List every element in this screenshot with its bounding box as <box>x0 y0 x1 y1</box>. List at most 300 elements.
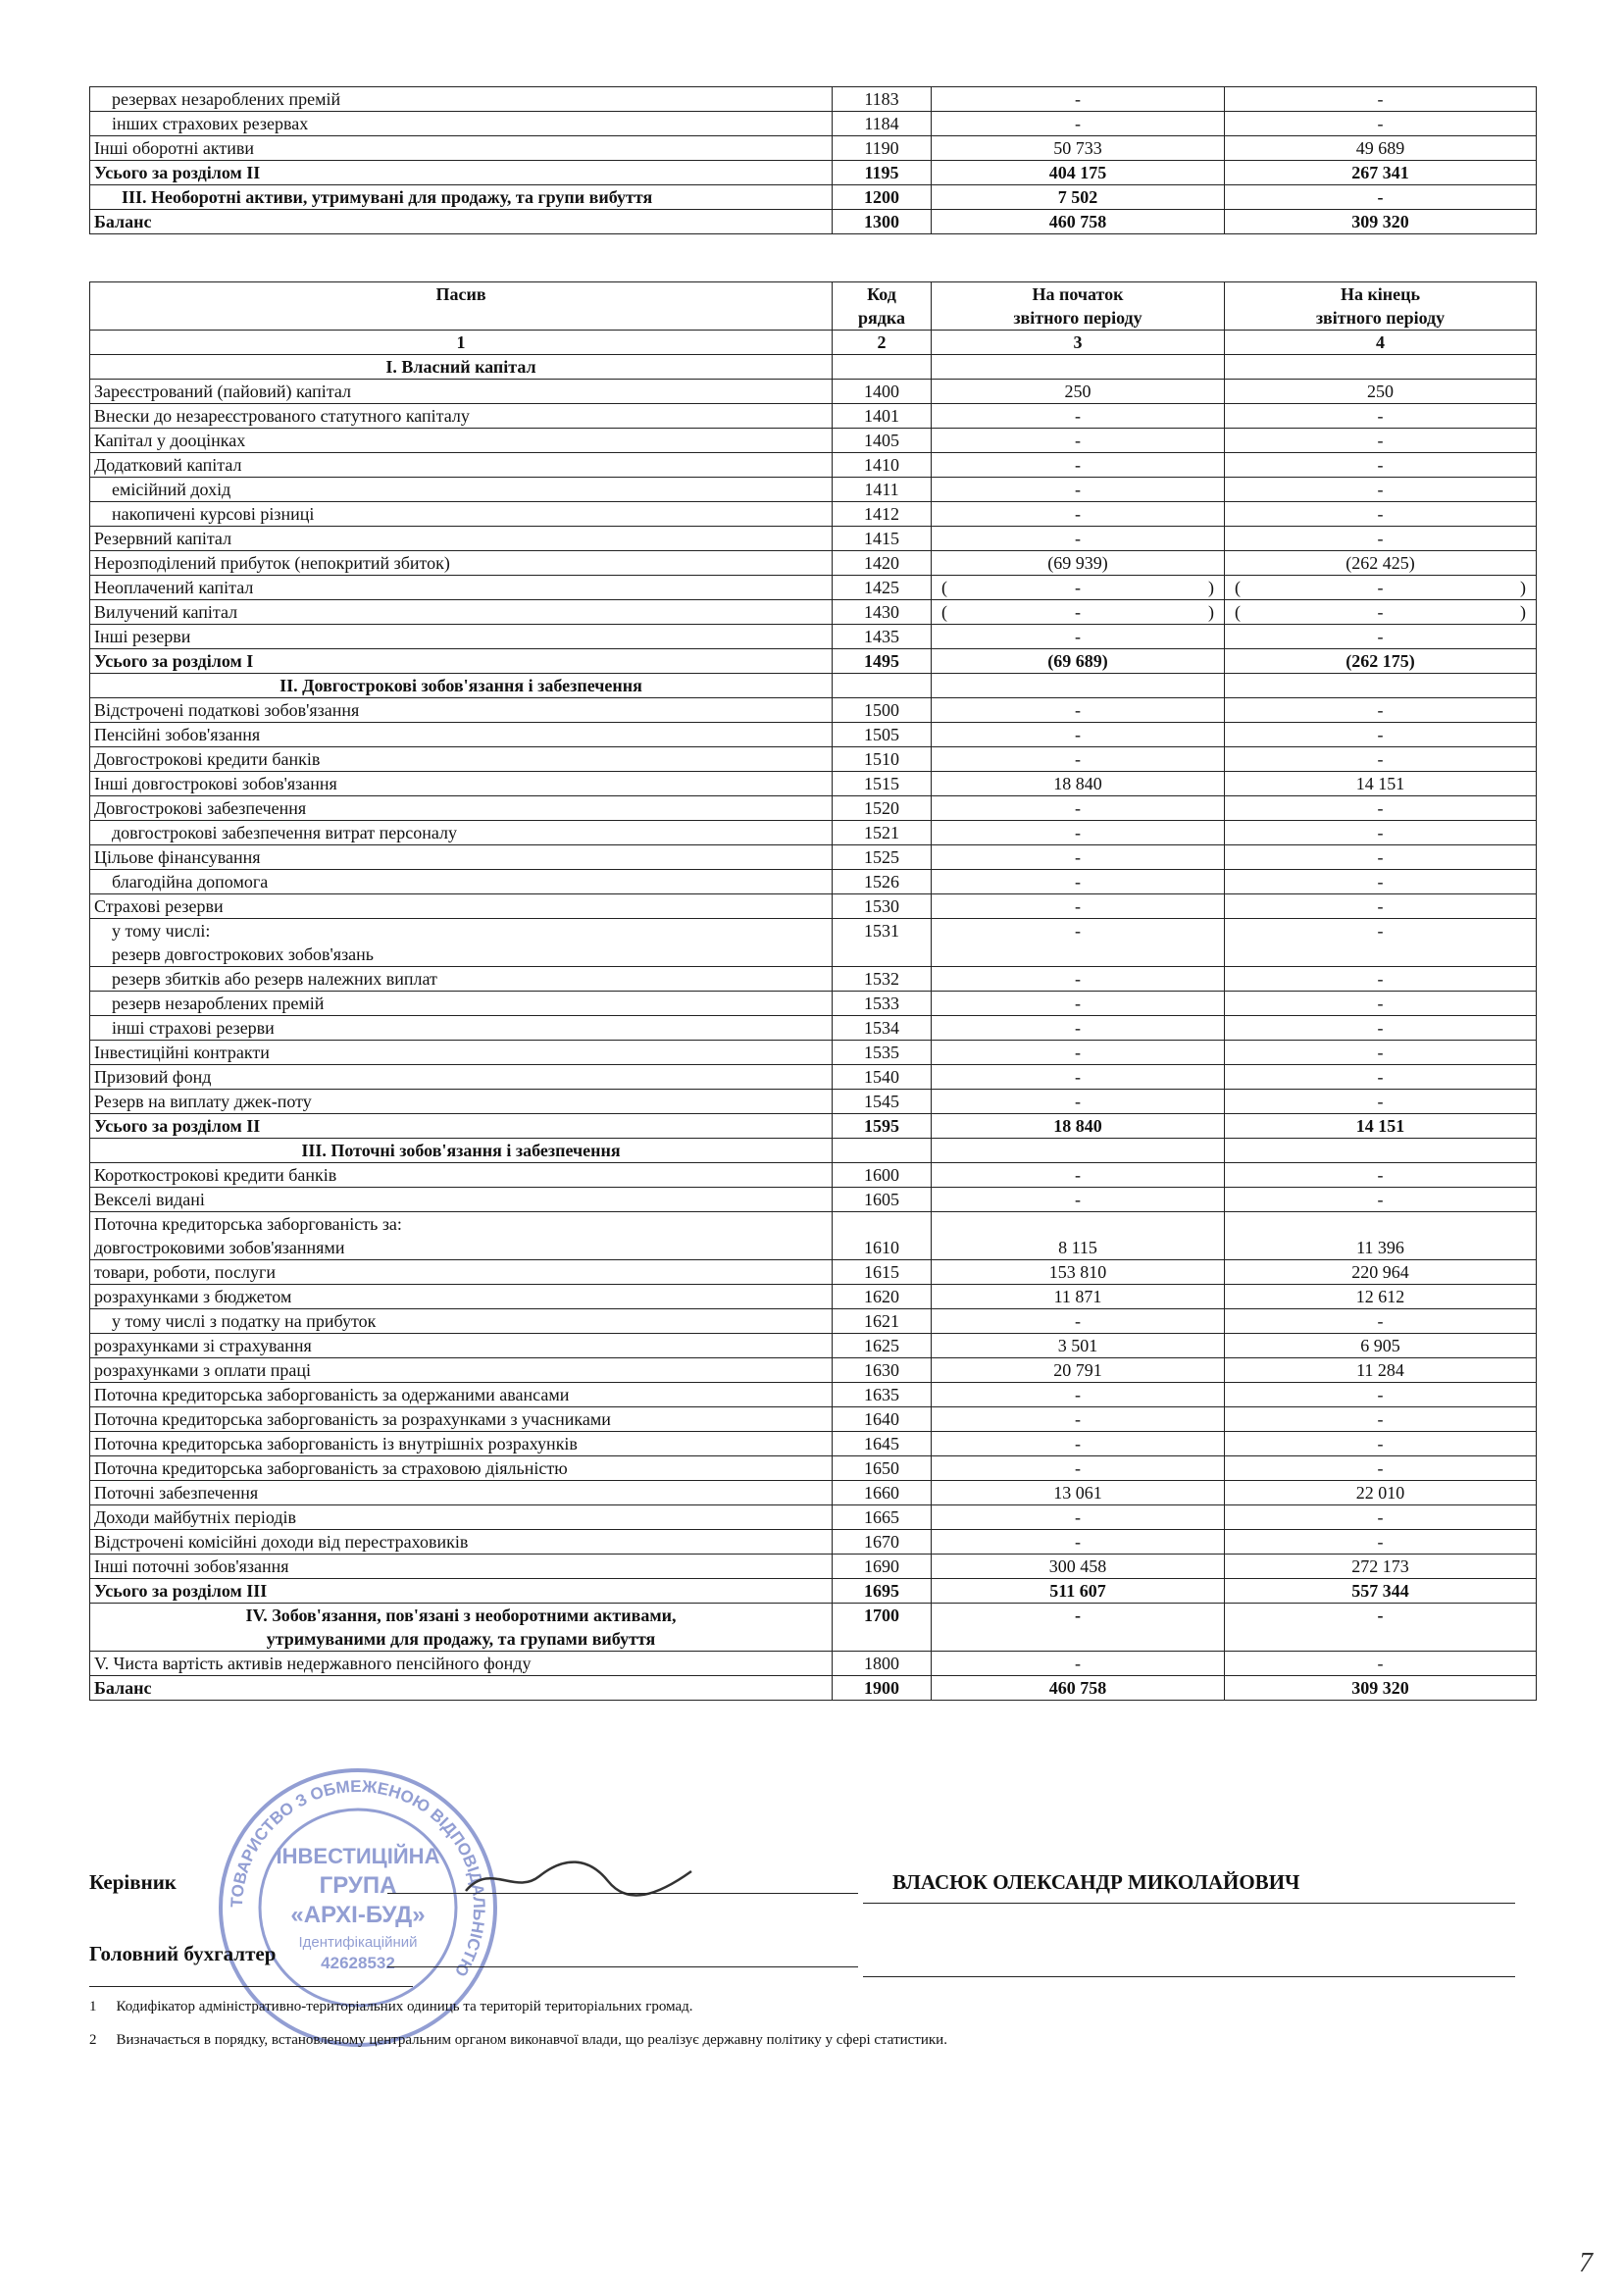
table-row <box>90 136 1537 161</box>
row-name: інші страхові резерви <box>90 1016 833 1041</box>
footnote-2: 2 Визначається в порядку, встановленому центральним органом виконавчої влади, що реалізує державну політику у сфері статистики. <box>89 2032 947 2048</box>
row-start-value: 460 758 <box>932 1676 1225 1701</box>
row-name: Поточна кредиторська заборгованість за розрахунками з учасниками <box>90 1407 833 1432</box>
svg-text:ГРУПА: ГРУПА <box>319 1872 397 1899</box>
row-end-value: - <box>1225 1016 1537 1041</box>
row-end-value: 14 151 <box>1225 1114 1537 1139</box>
table-row <box>90 1432 1537 1456</box>
table-row <box>90 894 1537 919</box>
empty-cell <box>1225 355 1537 380</box>
empty-cell <box>932 674 1225 698</box>
row-start-value: 18 840 <box>932 1114 1225 1139</box>
row-end-value: - <box>1225 1407 1537 1432</box>
director-label: Керівник <box>89 1870 177 1894</box>
row-code: 1401 <box>833 404 932 429</box>
row-start-value: - <box>932 404 1225 429</box>
row-end-value: - <box>1225 1652 1537 1676</box>
table-row <box>90 478 1537 502</box>
table-row <box>90 1358 1537 1383</box>
row-start-value: 7 502 <box>932 185 1225 210</box>
table-row <box>90 1309 1537 1334</box>
table-row <box>90 1407 1537 1432</box>
row-name: Усього за розділом II <box>90 161 833 185</box>
row-name: Інші поточні зобов'язання <box>90 1555 833 1579</box>
row-name: Поточні забезпечення <box>90 1481 833 1505</box>
header-passive: Пасив <box>90 282 833 331</box>
table-row <box>90 527 1537 551</box>
row-code: 1660 <box>833 1481 932 1505</box>
row-start-value: - <box>932 527 1225 551</box>
table-row <box>90 112 1537 136</box>
row-end-value: - <box>1225 404 1537 429</box>
row-name: Інвестиційні контракти <box>90 1041 833 1065</box>
row-end-value: - <box>1225 112 1537 136</box>
empty-cell <box>932 1139 1225 1163</box>
section-header-row <box>90 355 1537 380</box>
table-row <box>90 649 1537 674</box>
row-end-value: - <box>1225 1530 1537 1555</box>
table-row <box>90 1285 1537 1309</box>
row-end-value: - <box>1225 527 1537 551</box>
row-end-value: (262 175) <box>1225 649 1537 674</box>
row-end-value: - <box>1225 747 1537 772</box>
row-end-value: - <box>1225 1188 1537 1212</box>
table-row <box>90 796 1537 821</box>
row-end-value: - <box>1225 1456 1537 1481</box>
row-code: 1505 <box>833 723 932 747</box>
row-end-value: - <box>1225 967 1537 992</box>
row-code: 1535 <box>833 1041 932 1065</box>
row-end-value: 557 344 <box>1225 1579 1537 1604</box>
row-name: Усього за розділом II <box>90 1114 833 1139</box>
row-start-value: 11 871 <box>932 1285 1225 1309</box>
table-row <box>90 1652 1537 1676</box>
header-code: Код рядка <box>833 282 932 331</box>
table-row <box>90 185 1537 210</box>
row-end-value: 250 <box>1225 380 1537 404</box>
row-start-value: - <box>932 1309 1225 1334</box>
row-end-value: 309 320 <box>1225 210 1537 234</box>
row-end-value: - <box>1225 821 1537 845</box>
row-name: Відстрочені податкові зобов'язання <box>90 698 833 723</box>
row-code: 1495 <box>833 649 932 674</box>
row-start-value: (69 689) <box>932 649 1225 674</box>
table-row <box>90 845 1537 870</box>
table-row <box>90 1604 1537 1652</box>
table-row <box>90 1114 1537 1139</box>
table-row <box>90 1163 1537 1188</box>
table-row <box>90 210 1537 234</box>
row-end-value: 12 612 <box>1225 1285 1537 1309</box>
row-end-value: 22 010 <box>1225 1481 1537 1505</box>
row-name: Пенсійні зобов'язання <box>90 723 833 747</box>
liabilities-table <box>89 281 1537 1701</box>
svg-text:«АРХІ-БУД»: «АРХІ-БУД» <box>290 1902 426 1928</box>
row-start-value: - <box>932 747 1225 772</box>
row-code: 1521 <box>833 821 932 845</box>
row-end-value: - <box>1225 894 1537 919</box>
row-code: 1300 <box>833 210 932 234</box>
accountant-name-line <box>863 1976 1515 1977</box>
table-row <box>90 1260 1537 1285</box>
row-end-value: - <box>1225 723 1537 747</box>
row-name: у тому числі: резерв довгострокових зобов'язань <box>90 919 833 967</box>
row-start-value: - <box>932 1090 1225 1114</box>
row-code: 1530 <box>833 894 932 919</box>
row-end-value: - <box>1225 992 1537 1016</box>
row-start-value: - <box>932 429 1225 453</box>
row-start-value: 50 733 <box>932 136 1225 161</box>
row-name: Доходи майбутніх періодів <box>90 1505 833 1530</box>
row-start-value: 250 <box>932 380 1225 404</box>
row-code: 1605 <box>833 1188 932 1212</box>
table-row <box>90 723 1537 747</box>
row-code: 1183 <box>833 87 932 112</box>
row-start-value: 3 501 <box>932 1334 1225 1358</box>
row-start-value: 511 607 <box>932 1579 1225 1604</box>
table-row <box>90 1383 1537 1407</box>
row-start-value: - <box>932 1016 1225 1041</box>
row-end-value: - <box>1225 796 1537 821</box>
table-row <box>90 1041 1537 1065</box>
table-row <box>90 380 1537 404</box>
table-row <box>90 1530 1537 1555</box>
empty-cell <box>932 355 1225 380</box>
footnote-separator <box>89 1986 413 1987</box>
row-name: Внески до незареєстрованого статутного капіталу <box>90 404 833 429</box>
row-name: Неоплачений капітал <box>90 576 833 600</box>
header-row <box>90 282 1537 331</box>
table-row <box>90 429 1537 453</box>
empty-cell <box>1225 1139 1537 1163</box>
row-code: 1640 <box>833 1407 932 1432</box>
row-code: 1200 <box>833 185 932 210</box>
section-header-row <box>90 674 1537 698</box>
row-start-value: 13 061 <box>932 1481 1225 1505</box>
row-name: Зареєстрований (пайовий) капітал <box>90 380 833 404</box>
empty-cell <box>1225 674 1537 698</box>
table-row <box>90 747 1537 772</box>
svg-text:ІНВЕСТИЦІЙНА: ІНВЕСТИЦІЙНА <box>276 1844 440 1868</box>
header-start: На початок звітного періоду <box>932 282 1225 331</box>
row-name: Страхові резерви <box>90 894 833 919</box>
table-row <box>90 1579 1537 1604</box>
row-code: 1411 <box>833 478 932 502</box>
row-code: 1532 <box>833 967 932 992</box>
row-start-value: - <box>932 821 1225 845</box>
row-end-value: - <box>1225 1065 1537 1090</box>
table-row <box>90 576 1537 600</box>
row-start-value: 404 175 <box>932 161 1225 185</box>
row-code: 1526 <box>833 870 932 894</box>
row-end-value: - <box>1225 870 1537 894</box>
row-name: Призовий фонд <box>90 1065 833 1090</box>
row-code: 1534 <box>833 1016 932 1041</box>
row-end-value: - <box>1225 1604 1537 1652</box>
row-end-value: ( - ) <box>1225 600 1537 625</box>
row-start-value: - <box>932 502 1225 527</box>
row-end-value: ( - ) <box>1225 576 1537 600</box>
row-code: 1540 <box>833 1065 932 1090</box>
row-code: 1621 <box>833 1309 932 1334</box>
row-name: накопичені курсові різниці <box>90 502 833 527</box>
row-code: 1410 <box>833 453 932 478</box>
table-row <box>90 919 1537 967</box>
table-row <box>90 1188 1537 1212</box>
row-name: емісійний дохід <box>90 478 833 502</box>
row-code: 1610 <box>833 1212 932 1260</box>
row-end-value: 267 341 <box>1225 161 1537 185</box>
row-code: 1650 <box>833 1456 932 1481</box>
row-end-value: - <box>1225 502 1537 527</box>
row-end-value: - <box>1225 1090 1537 1114</box>
row-start-value: 20 791 <box>932 1358 1225 1383</box>
accountant-signature-line <box>387 1966 858 1967</box>
section-header-row <box>90 1139 1537 1163</box>
director-signature-line <box>387 1893 858 1894</box>
row-code: 1520 <box>833 796 932 821</box>
table-row <box>90 992 1537 1016</box>
row-code: 1184 <box>833 112 932 136</box>
row-name: інших страхових резервах <box>90 112 833 136</box>
table-row <box>90 551 1537 576</box>
row-name: товари, роботи, послуги <box>90 1260 833 1285</box>
director-signature <box>461 1852 696 1911</box>
row-end-value: - <box>1225 1505 1537 1530</box>
row-name: розрахунками з бюджетом <box>90 1285 833 1309</box>
row-end-value: 272 173 <box>1225 1555 1537 1579</box>
table-row <box>90 1481 1537 1505</box>
row-code: 1670 <box>833 1530 932 1555</box>
row-start-value: - <box>932 698 1225 723</box>
table-row <box>90 1212 1537 1260</box>
section-title: III. Поточні зобов'язання і забезпечення <box>90 1139 833 1163</box>
row-start-value: - <box>932 112 1225 136</box>
row-name: Нерозподілений прибуток (непокритий збиток) <box>90 551 833 576</box>
row-start-value: - <box>932 1604 1225 1652</box>
row-code: 1515 <box>833 772 932 796</box>
header-numbers-row: 1 2 3 4 <box>90 331 1537 355</box>
table-row <box>90 1456 1537 1481</box>
row-start-value: - <box>932 1065 1225 1090</box>
table-row <box>90 87 1537 112</box>
table-row <box>90 404 1537 429</box>
table-row <box>90 1676 1537 1701</box>
table-row <box>90 821 1537 845</box>
row-start-value: - <box>932 1530 1225 1555</box>
row-name: Інші резерви <box>90 625 833 649</box>
row-end-value: - <box>1225 919 1537 967</box>
row-start-value: (69 939) <box>932 551 1225 576</box>
row-name: довгострокові забезпечення витрат персоналу <box>90 821 833 845</box>
row-code: 1425 <box>833 576 932 600</box>
row-name: резерв збитків або резерв належних виплат <box>90 967 833 992</box>
row-code: 1420 <box>833 551 932 576</box>
table-row <box>90 1090 1537 1114</box>
row-code: 1531 <box>833 919 932 967</box>
row-code: 1600 <box>833 1163 932 1188</box>
row-code: 1500 <box>833 698 932 723</box>
row-name: Капітал у дооцінках <box>90 429 833 453</box>
row-name: Баланс <box>90 210 833 234</box>
row-name: Інші оборотні активи <box>90 136 833 161</box>
row-name: Усього за розділом I <box>90 649 833 674</box>
row-name: Довгострокові забезпечення <box>90 796 833 821</box>
row-start-value: - <box>932 1383 1225 1407</box>
row-start-value: 300 458 <box>932 1555 1225 1579</box>
table-row <box>90 502 1537 527</box>
footnote-1: 1 Кодифікатор адміністративно-територіальних одиниць та територій територіальних громад. <box>89 1999 693 2014</box>
row-start-value: 153 810 <box>932 1260 1225 1285</box>
row-code: 1525 <box>833 845 932 870</box>
row-end-value: - <box>1225 1163 1537 1188</box>
row-start-value: 8 115 <box>932 1212 1225 1260</box>
row-name: Вилучений капітал <box>90 600 833 625</box>
row-end-value: - <box>1225 845 1537 870</box>
empty-cell <box>833 1139 932 1163</box>
row-start-value: - <box>932 967 1225 992</box>
row-start-value: - <box>932 796 1225 821</box>
row-code: 1405 <box>833 429 932 453</box>
row-code: 1630 <box>833 1358 932 1383</box>
table-row <box>90 453 1537 478</box>
row-start-value: - <box>932 1432 1225 1456</box>
row-start-value: - <box>932 625 1225 649</box>
empty-cell <box>833 355 932 380</box>
row-name: Відстрочені комісійні доходи від перестраховиків <box>90 1530 833 1555</box>
row-end-value: - <box>1225 478 1537 502</box>
row-start-value: - <box>932 1456 1225 1481</box>
row-code: 1695 <box>833 1579 932 1604</box>
assets-tail-table <box>89 86 1537 234</box>
row-name: Векселі видані <box>90 1188 833 1212</box>
table-row <box>90 967 1537 992</box>
row-name: Усього за розділом III <box>90 1579 833 1604</box>
table-row <box>90 625 1537 649</box>
table-row <box>90 870 1537 894</box>
row-start-value: - <box>932 1041 1225 1065</box>
row-code: 1195 <box>833 161 932 185</box>
row-end-value: - <box>1225 625 1537 649</box>
row-end-value: - <box>1225 87 1537 112</box>
row-code: 1435 <box>833 625 932 649</box>
table-row <box>90 1065 1537 1090</box>
row-code: 1615 <box>833 1260 932 1285</box>
row-start-value: - <box>932 870 1225 894</box>
row-end-value: - <box>1225 429 1537 453</box>
row-code: 1665 <box>833 1505 932 1530</box>
row-end-value: - <box>1225 1383 1537 1407</box>
table-row <box>90 161 1537 185</box>
svg-text:Ідентифікаційний: Ідентифікаційний <box>298 1934 418 1951</box>
row-name: IV. Зобов'язання, пов'язані з необоротними активами, утримуваними для продажу, та групами вибуття <box>90 1604 833 1652</box>
row-name: резервах незароблених премій <box>90 87 833 112</box>
row-start-value: - <box>932 87 1225 112</box>
table-row <box>90 698 1537 723</box>
row-start-value: - <box>932 992 1225 1016</box>
row-start-value: - <box>932 453 1225 478</box>
row-code: 1190 <box>833 136 932 161</box>
row-end-value: 11 284 <box>1225 1358 1537 1383</box>
row-end-value: 309 320 <box>1225 1676 1537 1701</box>
table-row <box>90 1016 1537 1041</box>
row-name: у тому числі з податку на прибуток <box>90 1309 833 1334</box>
director-name: ВЛАСЮК ОЛЕКСАНДР МИКОЛАЙОВИЧ <box>892 1870 1300 1894</box>
row-name: V. Чиста вартість активів недержавного пенсійного фонду <box>90 1652 833 1676</box>
row-code: 1625 <box>833 1334 932 1358</box>
row-start-value: - <box>932 723 1225 747</box>
row-name: III. Необоротні активи, утримувані для продажу, та групи вибуття <box>90 185 833 210</box>
row-name: Резерв на виплату джек-поту <box>90 1090 833 1114</box>
director-name-line <box>863 1903 1515 1904</box>
row-code: 1900 <box>833 1676 932 1701</box>
row-name: благодійна допомога <box>90 870 833 894</box>
row-end-value: (262 425) <box>1225 551 1537 576</box>
row-code: 1620 <box>833 1285 932 1309</box>
row-end-value: - <box>1225 698 1537 723</box>
row-name: Інші довгострокові зобов'язання <box>90 772 833 796</box>
row-start-value: - <box>932 1163 1225 1188</box>
table-row <box>90 1555 1537 1579</box>
row-start-value: - <box>932 919 1225 967</box>
row-end-value: - <box>1225 453 1537 478</box>
row-code: 1430 <box>833 600 932 625</box>
row-code: 1700 <box>833 1604 932 1652</box>
row-name: Поточна кредиторська заборгованість із внутрішніх розрахунків <box>90 1432 833 1456</box>
row-name: Поточна кредиторська заборгованість за страховою діяльністю <box>90 1456 833 1481</box>
row-code: 1645 <box>833 1432 932 1456</box>
row-code: 1690 <box>833 1555 932 1579</box>
row-code: 1400 <box>833 380 932 404</box>
row-start-value: - <box>932 1505 1225 1530</box>
row-start-value: - <box>932 1188 1225 1212</box>
row-start-value: 460 758 <box>932 210 1225 234</box>
row-start-value: - <box>932 1407 1225 1432</box>
row-code: 1412 <box>833 502 932 527</box>
row-name: Резервний капітал <box>90 527 833 551</box>
row-end-value: 6 905 <box>1225 1334 1537 1358</box>
row-code: 1510 <box>833 747 932 772</box>
row-start-value: ( - ) <box>932 576 1225 600</box>
row-start-value: - <box>932 478 1225 502</box>
row-name: Поточна кредиторська заборгованість за одержаними авансами <box>90 1383 833 1407</box>
row-start-value: ( - ) <box>932 600 1225 625</box>
row-name: Довгострокові кредити банків <box>90 747 833 772</box>
row-name: Поточна кредиторська заборгованість за: довгостроковими зобов'язаннями <box>90 1212 833 1260</box>
row-code: 1595 <box>833 1114 932 1139</box>
table-row <box>90 1334 1537 1358</box>
svg-text:ТОВАРИСТВО З ОБМЕЖЕНОЮ ВІДПОВІ: ТОВАРИСТВО З ОБМЕЖЕНОЮ ВІДПОВІДАЛЬНІСТЮ <box>227 1776 489 1980</box>
row-name: резерв незароблених премій <box>90 992 833 1016</box>
row-name: розрахунками з оплати праці <box>90 1358 833 1383</box>
accountant-label: Головний бухгалтер <box>89 1942 277 1965</box>
row-start-value: 18 840 <box>932 772 1225 796</box>
header-end: На кінець звітного періоду <box>1225 282 1537 331</box>
row-name: Цільове фінансування <box>90 845 833 870</box>
row-name: Короткострокові кредити банків <box>90 1163 833 1188</box>
row-end-value: 14 151 <box>1225 772 1537 796</box>
row-name: Баланс <box>90 1676 833 1701</box>
svg-text:42628532: 42628532 <box>321 1954 395 1972</box>
row-start-value: - <box>932 1652 1225 1676</box>
row-name: розрахунками зі страхування <box>90 1334 833 1358</box>
table-row <box>90 1505 1537 1530</box>
row-code: 1800 <box>833 1652 932 1676</box>
row-start-value: - <box>932 845 1225 870</box>
row-code: 1545 <box>833 1090 932 1114</box>
empty-cell <box>833 674 932 698</box>
row-end-value: - <box>1225 1041 1537 1065</box>
